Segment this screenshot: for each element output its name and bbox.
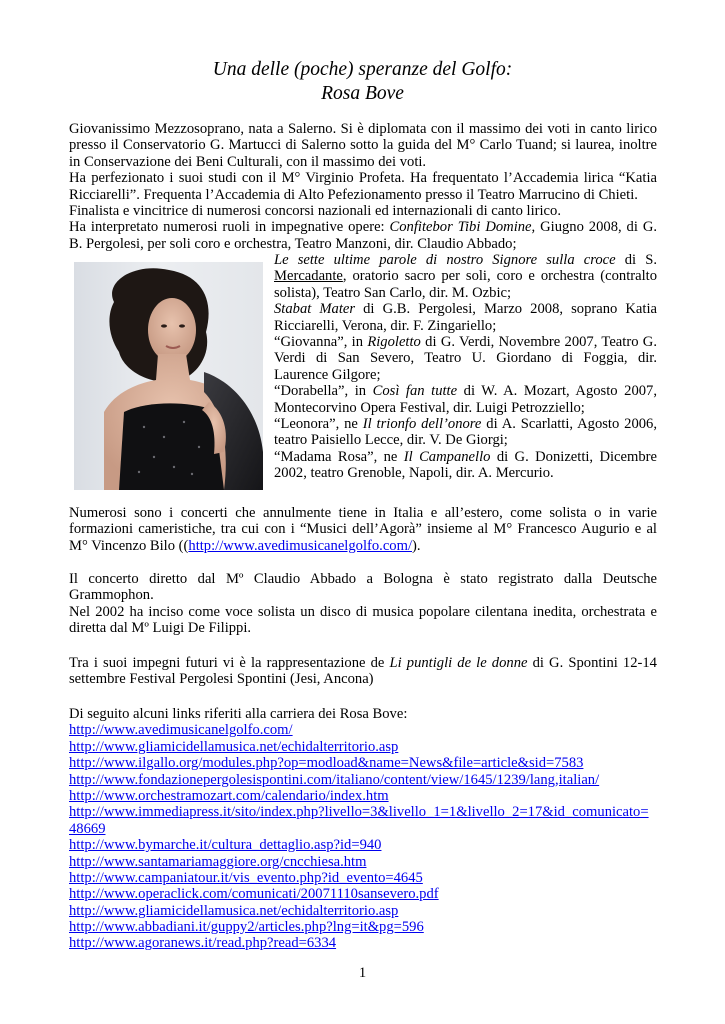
career-link[interactable]: http://www.santamariamaggiore.org/cncchiesa.htm — [69, 853, 367, 870]
career-link[interactable]: http://www.gliamicidellamusica.net/echidalterritorio.asp — [69, 738, 399, 755]
concerts-paragraph — [69, 505, 657, 554]
text-line: “Dorabella”, in Così fan tutte di W. A. Mozart, Agosto 2007, — [274, 383, 657, 400]
singer-photo — [74, 262, 263, 490]
text-line: Mercadante, oratorio sacro per soli, coro e orchestra (contralto — [274, 268, 657, 285]
text-line: Numerosi sono i concerti che annulmente tiene in Italia e all’estero, come solista o in varie — [69, 505, 657, 521]
career-link[interactable]: http://www.agoranews.it/read.php?read=6334 — [69, 935, 337, 952]
page-number: 1 — [358, 965, 367, 981]
career-link[interactable]: http://www.fondazionepergolesispontini.com/italiano/content/view/1645/1239/lang,italian/ — [69, 771, 600, 788]
text-line: settembre Festival Pergolesi Spontini (Jesi, Ancona) — [69, 671, 374, 688]
text-line: 2002, teatro Grenoble, Napoli, dir. A. Mercurio. — [274, 465, 554, 482]
text-line: Grammophon. — [69, 587, 154, 604]
text-line: Nel 2002 ha inciso come voce solista un disco di musica popolare cilentana inedita, orchestrata e — [69, 603, 657, 620]
career-link-continuation[interactable]: 48669 — [69, 820, 106, 837]
text-line: Laurence Gilgore; — [274, 366, 381, 383]
intro-paragraph — [69, 121, 657, 252]
text-line: presso il Conservatorio G. Martucci di Salerno sotto la guida del M° Carlo Tuand; si laurea, inoltre — [69, 137, 657, 154]
text-line: solista), Teatro San Carlo, dir. M. Ozbic; — [274, 284, 512, 301]
text-line: Giovanissimo Mezzosoprano, nata a Salerno. Si è diplomata con il massimo dei voti in canto lirico — [69, 121, 657, 137]
recording-paragraph — [69, 571, 657, 637]
text-line: Finalista e vincitrice di numerosi concorsi nazionali ed internazionali di canto lirico. — [69, 202, 561, 219]
text-line: Ricciarelli, Verona, dir. F. Zingariello; — [274, 317, 497, 334]
text-line: Il concerto diretto dal Mº Claudio Abbado a Bologna è stato registrato dalla Deutsche — [69, 571, 657, 587]
career-link[interactable]: http://www.operaclick.com/comunicati/20071110sansevero.pdf — [69, 886, 439, 903]
text-line: “Madama Rosa”, ne Il Campanello di G. Donizetti, Dicembre — [274, 448, 657, 465]
text-line: Le sette ultime parole di nostro Signore sulla croce di S. — [274, 252, 657, 268]
career-link[interactable]: http://www.orchestramozart.com/calendario/index.htm — [69, 787, 389, 804]
text-line: “Leonora”, ne Il trionfo dell’onore di A. Scarlatti, Agosto 2006, — [274, 415, 657, 432]
title-line-2: Rosa Bove — [321, 83, 404, 104]
career-link[interactable]: http://www.ilgallo.org/modules.php?op=modload&name=News&file=article&sid=7583 — [69, 755, 584, 772]
avedimusica-link[interactable]: http://www.avedimusicanelgolfo.com/ — [188, 537, 412, 554]
links-heading: Di seguito alcuni links riferiti alla carriera dei Rosa Bove: — [69, 706, 408, 722]
career-link[interactable]: http://www.bymarche.it/cultura_dettaglio.asp?id=940 — [69, 837, 382, 854]
title-line-1: Una delle (poche) speranze del Golfo: — [212, 59, 513, 80]
text-line: Stabat Mater di G.B. Pergolesi, Marzo 2008, soprano Katia — [274, 301, 657, 318]
text-line: Tra i suoi impegni futuri vi è la rappresentazione de Li puntigli de le donne di G. Spontini 12-14 — [69, 655, 657, 671]
text-line: B. Pergolesi, per soli coro e orchestra, Teatro Manzoni, dir. Claudio Abbado; — [69, 235, 517, 252]
text-line: M° Vincenzo Bilo ((http://www.avedimusicanelgolfo.com/). — [69, 537, 421, 554]
text-line: Ricciarelli”. Frequenta l’Accademia di Alto Pefezionamento presso il Teatro Marrucino di Chieti. — [69, 186, 638, 203]
roles-list — [274, 252, 657, 481]
text-line: in Conservazione dei Beni Culturali, con il massimo dei voti. — [69, 153, 427, 170]
career-link[interactable]: http://www.campaniatour.it/vis_evento.php?id_evento=4645 — [69, 869, 423, 886]
text-line: formazioni cameristiche, tra cui con i “Musici dell’Agorà” insieme al M° Francesco Augurio e al — [69, 521, 657, 538]
text-line: Ha perfezionato i suoi studi con il M° Virginio Profeta. Ha frequentato l’Accademia lirica “Katia — [69, 170, 657, 187]
career-link[interactable]: http://www.gliamicidellamusica.net/echidalterritorio.asp — [69, 902, 399, 919]
text-line: teatro Paisiello Lecce, dir. V. De Giorgi; — [274, 432, 508, 449]
career-link[interactable]: http://www.abbadiani.it/guppy2/articles.php?lng=it&pg=596 — [69, 919, 424, 936]
text-line: Ha interpretato numerosi ruoli in impegnative opere: Confitebor Tibi Domine, Giugno 2008, di G. — [69, 219, 658, 236]
text-line: Montecorvino Opera Festival, dir. Luigi Petrozziello; — [274, 399, 585, 416]
text-line: “Giovanna”, in Rigoletto di G. Verdi, Novembre 2007, Teatro G. — [274, 333, 657, 350]
links-section — [69, 706, 657, 952]
career-link[interactable]: http://www.avedimusicanelgolfo.com/ — [69, 722, 293, 739]
career-link[interactable]: http://www.immediapress.it/sito/index.php?livello=3&livello_1=1&livello_2=17&id_comunicato= — [69, 804, 649, 821]
portrait-illustration — [74, 262, 263, 490]
text-line: Verdi di San Severo, Teatro U. Giordano di Foggia, dir. — [274, 350, 657, 367]
text-line: diretta dal Mº Luigi De Filippi. — [69, 620, 252, 637]
future-paragraph — [69, 655, 657, 688]
